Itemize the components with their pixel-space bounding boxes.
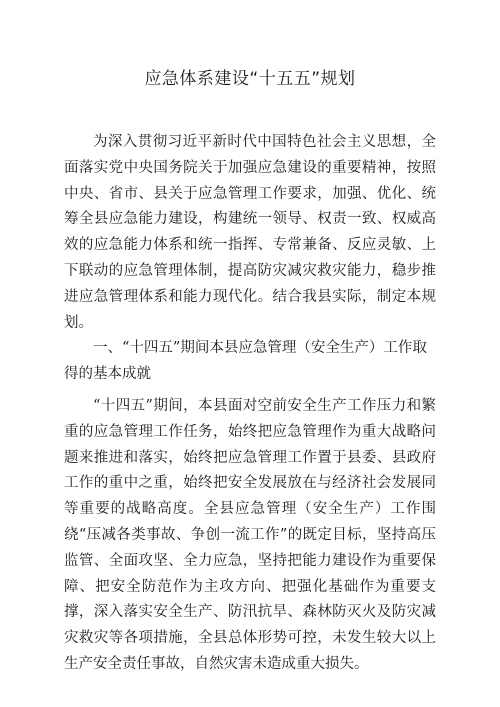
section-body-paragraph: “十四五”期间，本县面对空前安全生产工作压力和繁重的应急管理工作任务，始终把应急管理作为重大战略问题来推进和落实，始终把应急管理工作置于县委、县政府工作的重中之重，始终把安全发展放在与经济社会发展同等重要的战略高度。全县应急管理（安全生产）工作围绕“压减各类事故、争创一流工作”的既定目标，坚持高压监管、全面攻坚、全力应急，坚持把能力建设作为重要保障、把安全防范作为主攻方向、把强化基础作为重要支撑，深入落实安全生产、防汛抗旱、森林防灭火及防灾减灾救灾等各项措施，全县总体形势可控，未发生较大以上生产安全责任事故，自然灾害未造成重大损失。 (64, 397, 436, 672)
document-body (64, 130, 436, 678)
document-title: 应急体系建设“十五五”规划 (144, 69, 356, 89)
section-heading: 一、“十四五”期间本县应急管理（安全生产）工作取得的基本成就 (64, 340, 427, 383)
intro-paragraph: 为深入贯彻习近平新时代中国特色社会主义思想，全面落实党中央国务院关于加强应急建设的重要精神，按照中央、省市、县关于应急管理工作要求，加强、优化、统筹全县应急能力建设，构建统一领导、权责一致、权威高效的应急能力体系和统一指挥、专常兼备、反应灵敏、上下联动的应急管理体制，提高防灾减灾救灾能力，稳步推进应急管理体系和能力现代化。结合我县实际，制定本规划。 (64, 134, 436, 331)
